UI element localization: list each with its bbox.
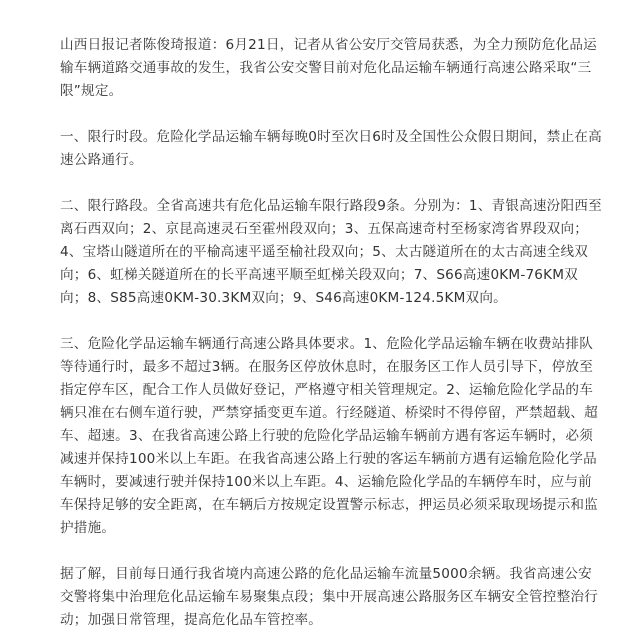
article-paragraph-summary: 据了解，目前每日通行我省境内高速公路的危化品运输车流量5000余辆。我省高速公安交警将集中治理危化品运输车易聚集点段；集中开展高速公路服务区车辆安全管控整治行动；加强日常管理，提高危化品车管控率。 [60, 566, 598, 628]
article-body [60, 34, 605, 632]
article-lead-paragraph: 山西日报记者陈俊琦报道：6月21日，记者从省公安厅交管局获悉，为全力预防危化品运输车辆道路交通事故的发生，我省公安交警目前对危化品运输车辆通行高速公路采取“三限”规定。 [60, 37, 597, 99]
article-paragraph-requirements: 三、危险化学品运输车辆通行高速公路具体要求。1、危险化学品运输车辆在收费站排队等待通行时，最多不超过3辆。在服务区停放休息时，在服务区工作人员引导下，停放至指定停车区，配合工作人员做好登记，严格遵守相关管理规定。2、运输危险化学品的车辆只准在右侧车道行驶，严禁穿插变更车道。行经隧道、桥梁时不得停留，严禁超载、超车、超速。3、在我省高速公路上行驶的危险化学品运输车辆前方遇有客运车辆时，必须减速并保持100米以上车距。在我省高速公路上行驶的客运车辆前方遇有运输危险化学品车辆时，要减速行驶并保持100米以上车距。4、运输危险化学品的车辆停车时，应与前车保持足够的安全距离，在车辆后方按规定设置警示标志，押运员必须采取现场提示和监护措施。 [60, 336, 598, 536]
article-paragraph-route-restriction: 二、限行路段。全省高速共有危化品运输车限行路段9条。分别为：1、青银高速汾阳西至离石西双向；2、京昆高速灵石至霍州段双向；3、五保高速奇村至杨家湾省界段双向；4、宝塔山隧道所在的平榆高速平遥至榆社段双向；5、太古隧道所在的太古高速全线双向；6、虹梯关隧道所在的长平高速平顺至虹梯关段双向；7、S66高速0KM-76KM双向；8、S85高速0KM-30.3KM双向；9、S46高速0KM-124.5KM双向。 [60, 198, 602, 306]
article-paragraph-time-restriction: 一、限行时段。危险化学品运输车辆每晚0时至次日6时及全国性公众假日期间，禁止在高速公路通行。 [60, 129, 602, 168]
